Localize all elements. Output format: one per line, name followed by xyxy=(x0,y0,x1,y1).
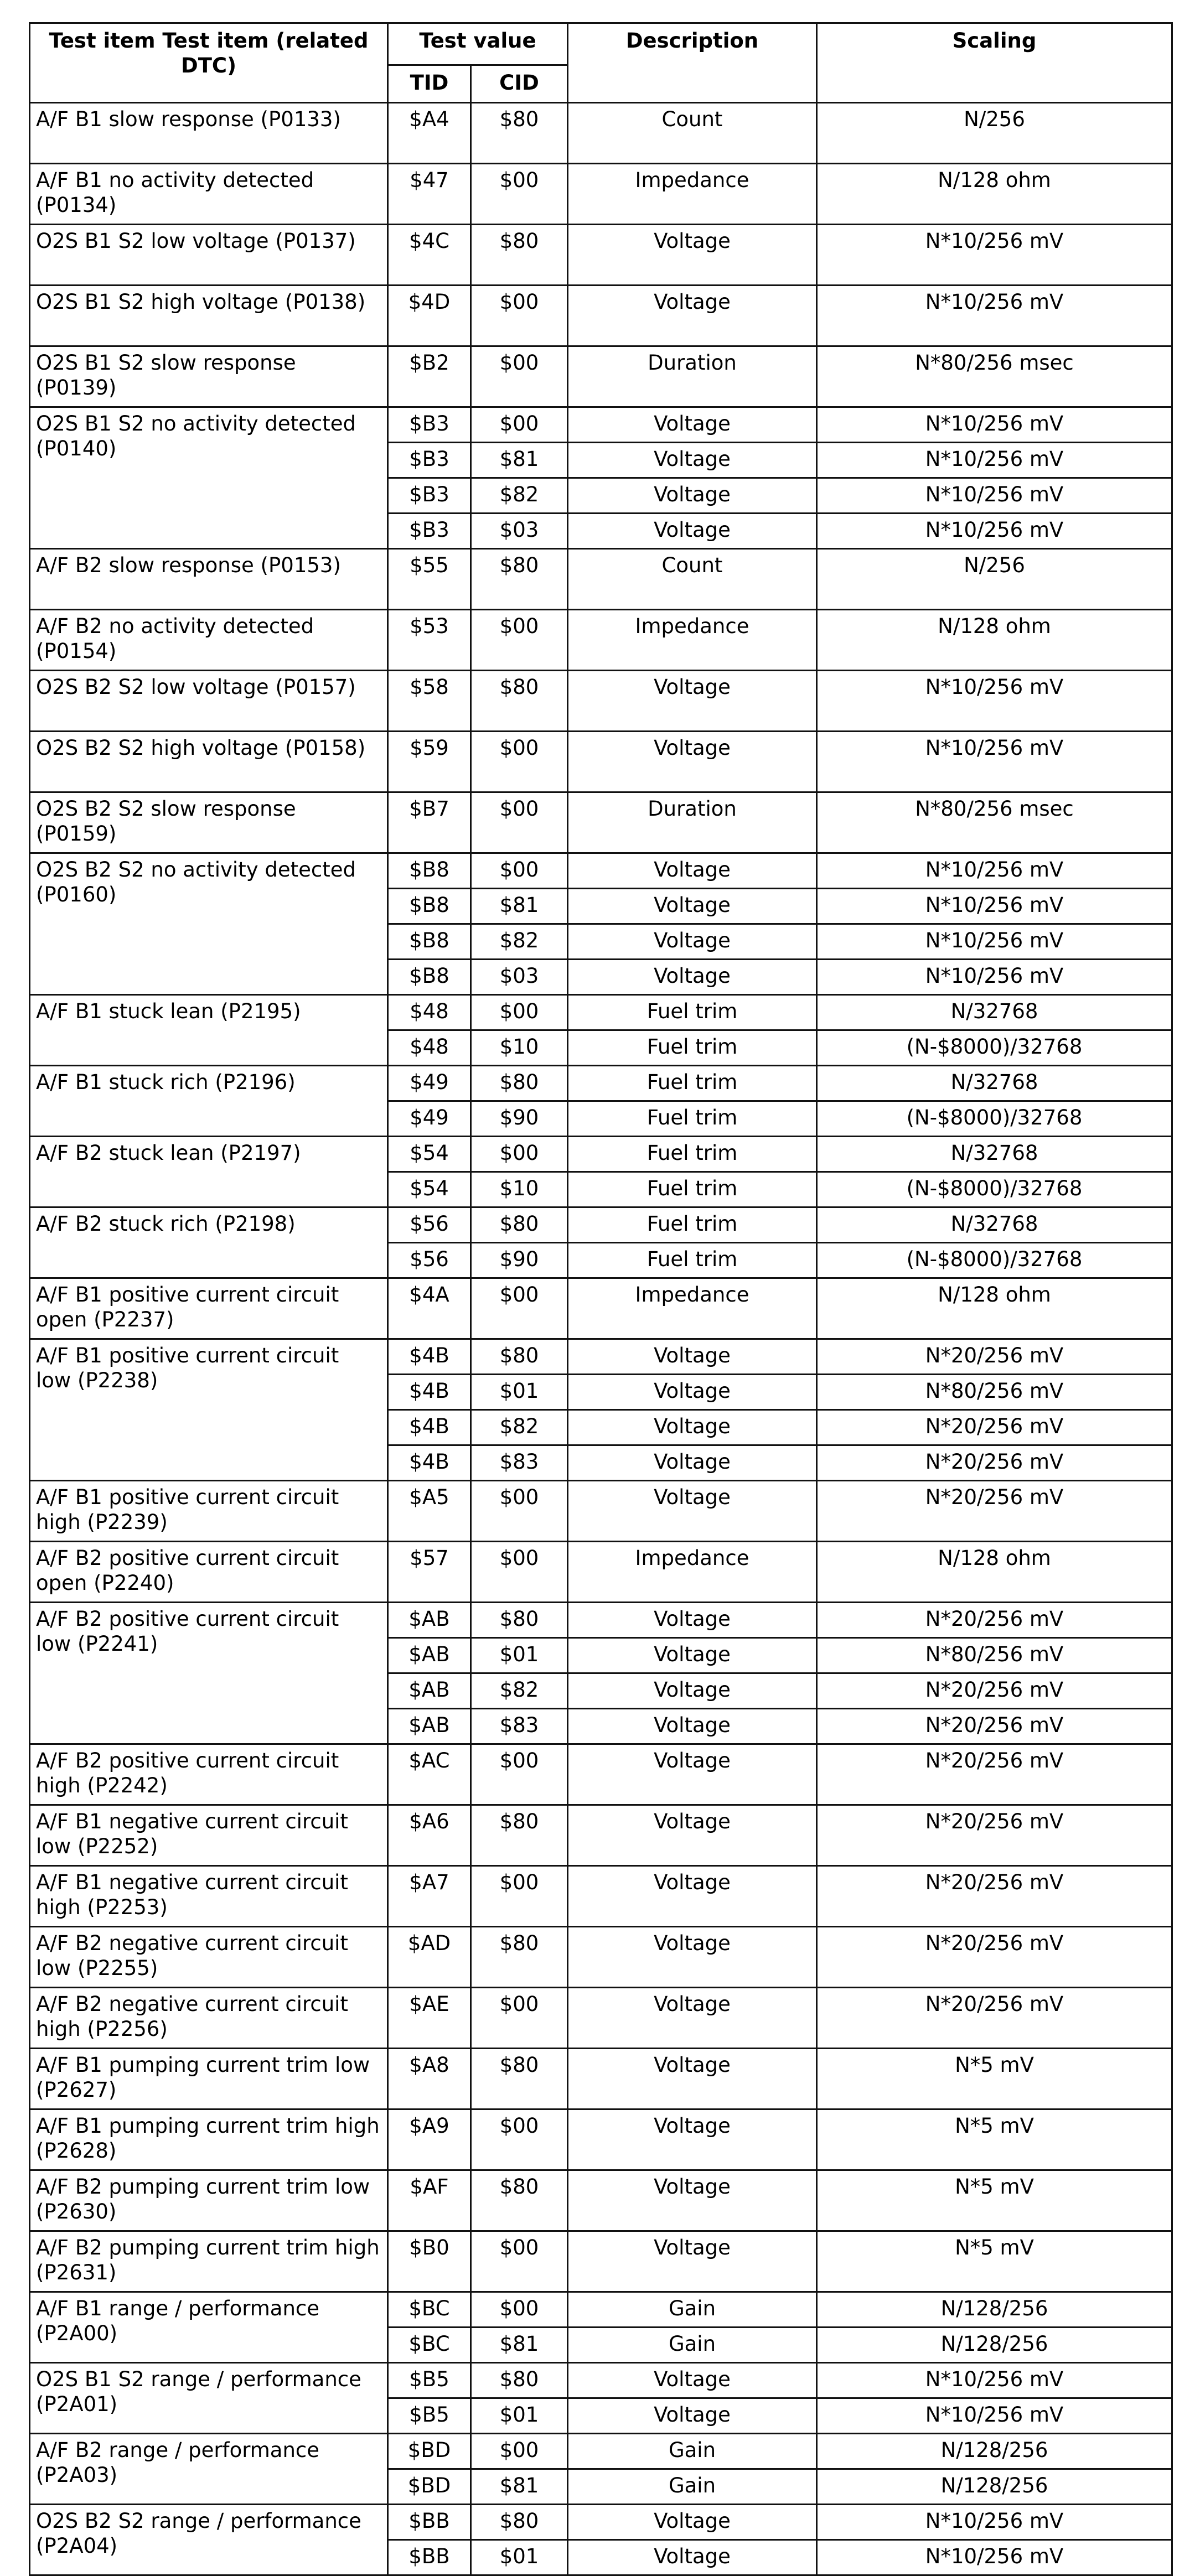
scaling-cell: N*5 mV xyxy=(817,2170,1172,2231)
cid-cell: $80 xyxy=(471,2049,568,2109)
cid-cell: $81 xyxy=(471,2328,568,2363)
tid-cell: $48 xyxy=(388,1030,471,1066)
scaling-cell: N*20/256 mV xyxy=(817,1866,1172,1927)
scaling-cell: N/32768 xyxy=(817,1137,1172,1172)
tid-cell: $49 xyxy=(388,1101,471,1137)
scaling-cell: N/128/256 xyxy=(817,2328,1172,2363)
tid-cell: $AD xyxy=(388,1927,471,1988)
scaling-cell: N/32768 xyxy=(817,1066,1172,1101)
scaling-cell: N/256 xyxy=(817,103,1172,164)
test-item-cell: A/F B1 negative current circuit low (P2252) xyxy=(30,1805,388,1866)
description-cell: Impedance xyxy=(568,164,817,225)
description-cell: Voltage xyxy=(568,2398,817,2434)
scaling-cell: N*20/256 mV xyxy=(817,1603,1172,1638)
scaling-cell: N*80/256 mV xyxy=(817,1638,1172,1673)
cid-cell: $00 xyxy=(471,1866,568,1927)
description-cell: Voltage xyxy=(568,2170,817,2231)
test-item-cell: O2S B1 S2 high voltage (P0138) xyxy=(30,286,388,346)
table-row xyxy=(30,1927,1172,1988)
test-item-cell: O2S B2 S2 no activity detected (P0160) xyxy=(30,853,388,995)
cid-cell: $80 xyxy=(471,549,568,610)
header-test-item: Test item Test item (related DTC) xyxy=(30,23,388,103)
cid-cell: $80 xyxy=(471,1066,568,1101)
cid-cell: $83 xyxy=(471,1445,568,1481)
cid-cell: $01 xyxy=(471,2540,568,2575)
scaling-cell: N*20/256 mV xyxy=(817,1445,1172,1481)
tid-cell: $58 xyxy=(388,671,471,732)
tid-cell: $59 xyxy=(388,732,471,792)
scaling-cell: N*5 mV xyxy=(817,2109,1172,2170)
test-item-cell: A/F B1 slow response (P0133) xyxy=(30,103,388,164)
description-cell: Count xyxy=(568,549,817,610)
test-item-cell: A/F B2 stuck rich (P2198) xyxy=(30,1207,388,1278)
description-cell: Duration xyxy=(568,346,817,407)
tid-cell: $56 xyxy=(388,1207,471,1243)
description-cell: Fuel trim xyxy=(568,1243,817,1278)
cid-cell: $00 xyxy=(471,1278,568,1339)
tid-cell: $BC xyxy=(388,2328,471,2363)
tid-cell: $B5 xyxy=(388,2363,471,2398)
table-row xyxy=(30,2363,1172,2398)
cid-cell: $80 xyxy=(471,103,568,164)
description-cell: Impedance xyxy=(568,1278,817,1339)
header-scaling: Scaling xyxy=(817,23,1172,103)
scaling-cell: N*20/256 mV xyxy=(817,1481,1172,1542)
test-item-cell: A/F B1 stuck lean (P2195) xyxy=(30,995,388,1066)
description-cell: Impedance xyxy=(568,1542,817,1603)
header-cid: CID xyxy=(471,65,568,103)
tid-cell: $55 xyxy=(388,549,471,610)
description-cell: Fuel trim xyxy=(568,1172,817,1207)
cid-cell: $00 xyxy=(471,2434,568,2469)
description-cell: Voltage xyxy=(568,1375,817,1410)
scaling-cell: N*5 mV xyxy=(817,2231,1172,2292)
tid-cell: $B8 xyxy=(388,924,471,960)
cid-cell: $80 xyxy=(471,1927,568,1988)
scaling-cell: N*80/256 msec xyxy=(817,346,1172,407)
table-row xyxy=(30,2049,1172,2109)
table-row xyxy=(30,1603,1172,1638)
description-cell: Voltage xyxy=(568,671,817,732)
scaling-cell: N/128 ohm xyxy=(817,164,1172,225)
tid-cell: $AB xyxy=(388,1673,471,1709)
test-item-cell: A/F B2 stuck lean (P2197) xyxy=(30,1137,388,1207)
description-cell: Voltage xyxy=(568,1866,817,1927)
table-row xyxy=(30,732,1172,792)
description-cell: Count xyxy=(568,103,817,164)
tid-cell: $4B xyxy=(388,1445,471,1481)
scaling-cell: N*20/256 mV xyxy=(817,1927,1172,1988)
header-test-value: Test value xyxy=(388,23,568,65)
test-item-cell: A/F B1 negative current circuit high (P2253) xyxy=(30,1866,388,1927)
cid-cell: $90 xyxy=(471,1101,568,1137)
scaling-cell: (N-$8000)/32768 xyxy=(817,1172,1172,1207)
test-item-cell: A/F B2 positive current circuit open (P2240) xyxy=(30,1542,388,1603)
description-cell: Voltage xyxy=(568,443,817,478)
cid-cell: $00 xyxy=(471,286,568,346)
scaling-cell: N*10/256 mV xyxy=(817,2363,1172,2398)
table-row xyxy=(30,1805,1172,1866)
scaling-cell: N*10/256 mV xyxy=(817,225,1172,286)
scaling-cell: N*80/256 msec xyxy=(817,792,1172,853)
description-cell: Voltage xyxy=(568,960,817,995)
table-row xyxy=(30,2231,1172,2292)
cid-cell: $80 xyxy=(471,2363,568,2398)
table-row xyxy=(30,1866,1172,1927)
tid-cell: $53 xyxy=(388,610,471,671)
cid-cell: $03 xyxy=(471,960,568,995)
description-cell: Voltage xyxy=(568,1673,817,1709)
description-cell: Duration xyxy=(568,792,817,853)
tid-cell: $4D xyxy=(388,286,471,346)
cid-cell: $00 xyxy=(471,995,568,1030)
cid-cell: $80 xyxy=(471,1805,568,1866)
scaling-cell: N*10/256 mV xyxy=(817,478,1172,514)
description-cell: Voltage xyxy=(568,2231,817,2292)
description-cell: Voltage xyxy=(568,2363,817,2398)
table-row xyxy=(30,1339,1172,1375)
scaling-cell: N*10/256 mV xyxy=(817,514,1172,549)
scaling-cell: N*10/256 mV xyxy=(817,853,1172,889)
scaling-cell: N*10/256 mV xyxy=(817,2505,1172,2540)
table-row xyxy=(30,671,1172,732)
description-cell: Voltage xyxy=(568,732,817,792)
description-cell: Voltage xyxy=(568,2540,817,2575)
table-row xyxy=(30,2505,1172,2540)
tid-cell: $BD xyxy=(388,2434,471,2469)
cid-cell: $10 xyxy=(471,1172,568,1207)
tid-cell: $48 xyxy=(388,995,471,1030)
cid-cell: $00 xyxy=(471,732,568,792)
description-cell: Voltage xyxy=(568,924,817,960)
cid-cell: $00 xyxy=(471,1481,568,1542)
scaling-cell: N*20/256 mV xyxy=(817,1673,1172,1709)
test-item-cell: A/F B1 pumping current trim high (P2628) xyxy=(30,2109,388,2170)
cid-cell: $81 xyxy=(471,2469,568,2505)
cid-cell: $00 xyxy=(471,1988,568,2049)
description-cell: Fuel trim xyxy=(568,995,817,1030)
description-cell: Fuel trim xyxy=(568,1207,817,1243)
scaling-cell: N/32768 xyxy=(817,1207,1172,1243)
table-row xyxy=(30,2170,1172,2231)
tid-cell: $A4 xyxy=(388,103,471,164)
test-item-cell: A/F B1 positive current circuit low (P2238) xyxy=(30,1339,388,1481)
scaling-cell: N/128 ohm xyxy=(817,1278,1172,1339)
cid-cell: $01 xyxy=(471,1375,568,1410)
scaling-cell: N*10/256 mV xyxy=(817,443,1172,478)
description-cell: Gain xyxy=(568,2434,817,2469)
description-cell: Fuel trim xyxy=(568,1066,817,1101)
tid-cell: $B0 xyxy=(388,2231,471,2292)
tid-cell: $AB xyxy=(388,1638,471,1673)
description-cell: Voltage xyxy=(568,514,817,549)
cid-cell: $82 xyxy=(471,1673,568,1709)
tid-cell: $47 xyxy=(388,164,471,225)
tid-cell: $4A xyxy=(388,1278,471,1339)
table-row xyxy=(30,407,1172,443)
table-row xyxy=(30,346,1172,407)
table-row xyxy=(30,1481,1172,1542)
scaling-cell: (N-$8000)/32768 xyxy=(817,1243,1172,1278)
tid-cell: $BD xyxy=(388,2469,471,2505)
description-cell: Voltage xyxy=(568,1638,817,1673)
tid-cell: $B7 xyxy=(388,792,471,853)
cid-cell: $80 xyxy=(471,1207,568,1243)
scaling-cell: N*20/256 mV xyxy=(817,1339,1172,1375)
description-cell: Voltage xyxy=(568,478,817,514)
test-item-cell: A/F B1 pumping current trim low (P2627) xyxy=(30,2049,388,2109)
cid-cell: $00 xyxy=(471,1542,568,1603)
description-cell: Voltage xyxy=(568,1805,817,1866)
cid-cell: $01 xyxy=(471,2398,568,2434)
scaling-cell: N/128/256 xyxy=(817,2469,1172,2505)
table-row xyxy=(30,1542,1172,1603)
tid-cell: $B3 xyxy=(388,514,471,549)
description-cell: Voltage xyxy=(568,1709,817,1744)
scaling-cell: N*20/256 mV xyxy=(817,1988,1172,2049)
scaling-cell: N*10/256 mV xyxy=(817,924,1172,960)
tid-cell: $57 xyxy=(388,1542,471,1603)
scaling-cell: N/32768 xyxy=(817,995,1172,1030)
test-item-cell: A/F B1 range / performance (P2A00) xyxy=(30,2292,388,2363)
scaling-cell: (N-$8000)/32768 xyxy=(817,1030,1172,1066)
description-cell: Voltage xyxy=(568,1481,817,1542)
test-item-cell: O2S B2 S2 high voltage (P0158) xyxy=(30,732,388,792)
cid-cell: $82 xyxy=(471,924,568,960)
tid-cell: $B3 xyxy=(388,407,471,443)
tid-cell: $A8 xyxy=(388,2049,471,2109)
cid-cell: $00 xyxy=(471,1744,568,1805)
table-row xyxy=(30,225,1172,286)
description-cell: Voltage xyxy=(568,1339,817,1375)
cid-cell: $82 xyxy=(471,478,568,514)
tid-cell: $A7 xyxy=(388,1866,471,1927)
description-cell: Voltage xyxy=(568,1603,817,1638)
test-item-cell: A/F B2 pumping current trim low (P2630) xyxy=(30,2170,388,2231)
description-cell: Voltage xyxy=(568,2109,817,2170)
scaling-cell: N*10/256 mV xyxy=(817,2540,1172,2575)
cid-cell: $03 xyxy=(471,514,568,549)
cid-cell: $80 xyxy=(471,1603,568,1638)
scaling-cell: N*20/256 mV xyxy=(817,1744,1172,1805)
test-item-cell: A/F B1 stuck rich (P2196) xyxy=(30,1066,388,1137)
table-row xyxy=(30,103,1172,164)
tid-cell: $56 xyxy=(388,1243,471,1278)
tid-cell: $B3 xyxy=(388,478,471,514)
test-item-cell: A/F B2 negative current circuit low (P2255) xyxy=(30,1927,388,1988)
cid-cell: $00 xyxy=(471,407,568,443)
test-item-cell: A/F B2 negative current circuit high (P2256) xyxy=(30,1988,388,2049)
tid-cell: $4B xyxy=(388,1339,471,1375)
test-item-cell: O2S B1 S2 low voltage (P0137) xyxy=(30,225,388,286)
tid-cell: $54 xyxy=(388,1137,471,1172)
description-cell: Gain xyxy=(568,2328,817,2363)
description-cell: Fuel trim xyxy=(568,1101,817,1137)
scaling-cell: N*10/256 mV xyxy=(817,960,1172,995)
table-row xyxy=(30,1207,1172,1243)
table-row xyxy=(30,610,1172,671)
cid-cell: $81 xyxy=(471,889,568,924)
table-row xyxy=(30,792,1172,853)
cid-cell: $00 xyxy=(471,853,568,889)
tid-cell: $BC xyxy=(388,2292,471,2328)
description-cell: Voltage xyxy=(568,2505,817,2540)
test-item-cell: A/F B2 positive current circuit high (P2242) xyxy=(30,1744,388,1805)
description-cell: Impedance xyxy=(568,610,817,671)
test-item-cell: O2S B2 S2 slow response (P0159) xyxy=(30,792,388,853)
description-cell: Voltage xyxy=(568,1445,817,1481)
description-cell: Voltage xyxy=(568,853,817,889)
cid-cell: $81 xyxy=(471,443,568,478)
tid-cell: $4C xyxy=(388,225,471,286)
scaling-cell: N*10/256 mV xyxy=(817,732,1172,792)
cid-cell: $00 xyxy=(471,610,568,671)
scaling-cell: N*10/256 mV xyxy=(817,286,1172,346)
description-cell: Voltage xyxy=(568,2049,817,2109)
scaling-cell: N*10/256 mV xyxy=(817,671,1172,732)
table-row xyxy=(30,995,1172,1030)
test-item-cell: O2S B2 S2 low voltage (P0157) xyxy=(30,671,388,732)
description-cell: Voltage xyxy=(568,407,817,443)
cid-cell: $80 xyxy=(471,2505,568,2540)
table-row xyxy=(30,1278,1172,1339)
cid-cell: $00 xyxy=(471,2231,568,2292)
table-row xyxy=(30,1137,1172,1172)
tid-cell: $B8 xyxy=(388,853,471,889)
tid-cell: $AF xyxy=(388,2170,471,2231)
tid-cell: $AB xyxy=(388,1603,471,1638)
scaling-cell: N*80/256 mV xyxy=(817,1375,1172,1410)
cid-cell: $00 xyxy=(471,346,568,407)
scaling-cell: N*5 mV xyxy=(817,2049,1172,2109)
dtc-test-table xyxy=(29,22,1173,2576)
test-item-cell: O2S B1 S2 no activity detected (P0140) xyxy=(30,407,388,549)
description-cell: Voltage xyxy=(568,286,817,346)
header-description: Description xyxy=(568,23,817,103)
tid-cell: $AC xyxy=(388,1744,471,1805)
test-item-cell: A/F B2 pumping current trim high (P2631) xyxy=(30,2231,388,2292)
description-cell: Voltage xyxy=(568,1927,817,1988)
test-item-cell: O2S B2 S2 range / performance (P2A04) xyxy=(30,2505,388,2575)
tid-cell: $49 xyxy=(388,1066,471,1101)
cid-cell: $00 xyxy=(471,164,568,225)
tid-cell: $BB xyxy=(388,2505,471,2540)
tid-cell: $B2 xyxy=(388,346,471,407)
cid-cell: $80 xyxy=(471,671,568,732)
test-item-cell: O2S B1 S2 range / performance (P2A01) xyxy=(30,2363,388,2434)
table-row xyxy=(30,2434,1172,2469)
cid-cell: $01 xyxy=(471,1638,568,1673)
table-header xyxy=(30,23,1172,103)
test-item-cell: A/F B2 range / performance (P2A03) xyxy=(30,2434,388,2505)
table-row xyxy=(30,1988,1172,2049)
description-cell: Voltage xyxy=(568,225,817,286)
table-row xyxy=(30,164,1172,225)
description-cell: Fuel trim xyxy=(568,1137,817,1172)
tid-cell: $B3 xyxy=(388,443,471,478)
cid-cell: $80 xyxy=(471,1339,568,1375)
scaling-cell: N/256 xyxy=(817,549,1172,610)
scaling-cell: N*20/256 mV xyxy=(817,1805,1172,1866)
test-item-cell: A/F B1 positive current circuit high (P2239) xyxy=(30,1481,388,1542)
description-cell: Gain xyxy=(568,2469,817,2505)
scaling-cell: N/128 ohm xyxy=(817,1542,1172,1603)
scaling-cell: N*20/256 mV xyxy=(817,1709,1172,1744)
tid-cell: $B8 xyxy=(388,889,471,924)
scaling-cell: N*10/256 mV xyxy=(817,2398,1172,2434)
header-tid: TID xyxy=(388,65,471,103)
description-cell: Gain xyxy=(568,2292,817,2328)
cid-cell: $82 xyxy=(471,1410,568,1445)
scaling-cell: N/128/256 xyxy=(817,2292,1172,2328)
cid-cell: $80 xyxy=(471,225,568,286)
test-item-cell: A/F B2 positive current circuit low (P2241) xyxy=(30,1603,388,1744)
tid-cell: $B5 xyxy=(388,2398,471,2434)
test-item-cell: A/F B1 positive current circuit open (P2237) xyxy=(30,1278,388,1339)
tid-cell: $AB xyxy=(388,1709,471,1744)
cid-cell: $00 xyxy=(471,2109,568,2170)
table-row xyxy=(30,2292,1172,2328)
description-cell: Voltage xyxy=(568,1410,817,1445)
scaling-cell: N*20/256 mV xyxy=(817,1410,1172,1445)
cid-cell: $83 xyxy=(471,1709,568,1744)
cid-cell: $90 xyxy=(471,1243,568,1278)
cid-cell: $10 xyxy=(471,1030,568,1066)
tid-cell: $B8 xyxy=(388,960,471,995)
table-row xyxy=(30,853,1172,889)
scaling-cell: N/128 ohm xyxy=(817,610,1172,671)
description-cell: Fuel trim xyxy=(568,1030,817,1066)
cid-cell: $80 xyxy=(471,2170,568,2231)
test-item-cell: A/F B2 no activity detected (P0154) xyxy=(30,610,388,671)
table-row xyxy=(30,2109,1172,2170)
cid-cell: $00 xyxy=(471,2292,568,2328)
tid-cell: $A9 xyxy=(388,2109,471,2170)
description-cell: Voltage xyxy=(568,1744,817,1805)
scaling-cell: N*10/256 mV xyxy=(817,407,1172,443)
tid-cell: $4B xyxy=(388,1410,471,1445)
table-row xyxy=(30,1066,1172,1101)
test-item-cell: A/F B1 no activity detected (P0134) xyxy=(30,164,388,225)
scaling-cell: N/128/256 xyxy=(817,2434,1172,2469)
cid-cell: $00 xyxy=(471,1137,568,1172)
tid-cell: $54 xyxy=(388,1172,471,1207)
table-body xyxy=(30,103,1172,2575)
tid-cell: $AE xyxy=(388,1988,471,2049)
description-cell: Voltage xyxy=(568,889,817,924)
scaling-cell: (N-$8000)/32768 xyxy=(817,1101,1172,1137)
tid-cell: $BB xyxy=(388,2540,471,2575)
tid-cell: $A5 xyxy=(388,1481,471,1542)
test-item-cell: O2S B1 S2 slow response (P0139) xyxy=(30,346,388,407)
cid-cell: $00 xyxy=(471,792,568,853)
table-row xyxy=(30,286,1172,346)
description-cell: Voltage xyxy=(568,1988,817,2049)
table-row xyxy=(30,549,1172,610)
test-item-cell: A/F B2 slow response (P0153) xyxy=(30,549,388,610)
tid-cell: $A6 xyxy=(388,1805,471,1866)
scaling-cell: N*10/256 mV xyxy=(817,889,1172,924)
table-row xyxy=(30,1744,1172,1805)
tid-cell: $4B xyxy=(388,1375,471,1410)
